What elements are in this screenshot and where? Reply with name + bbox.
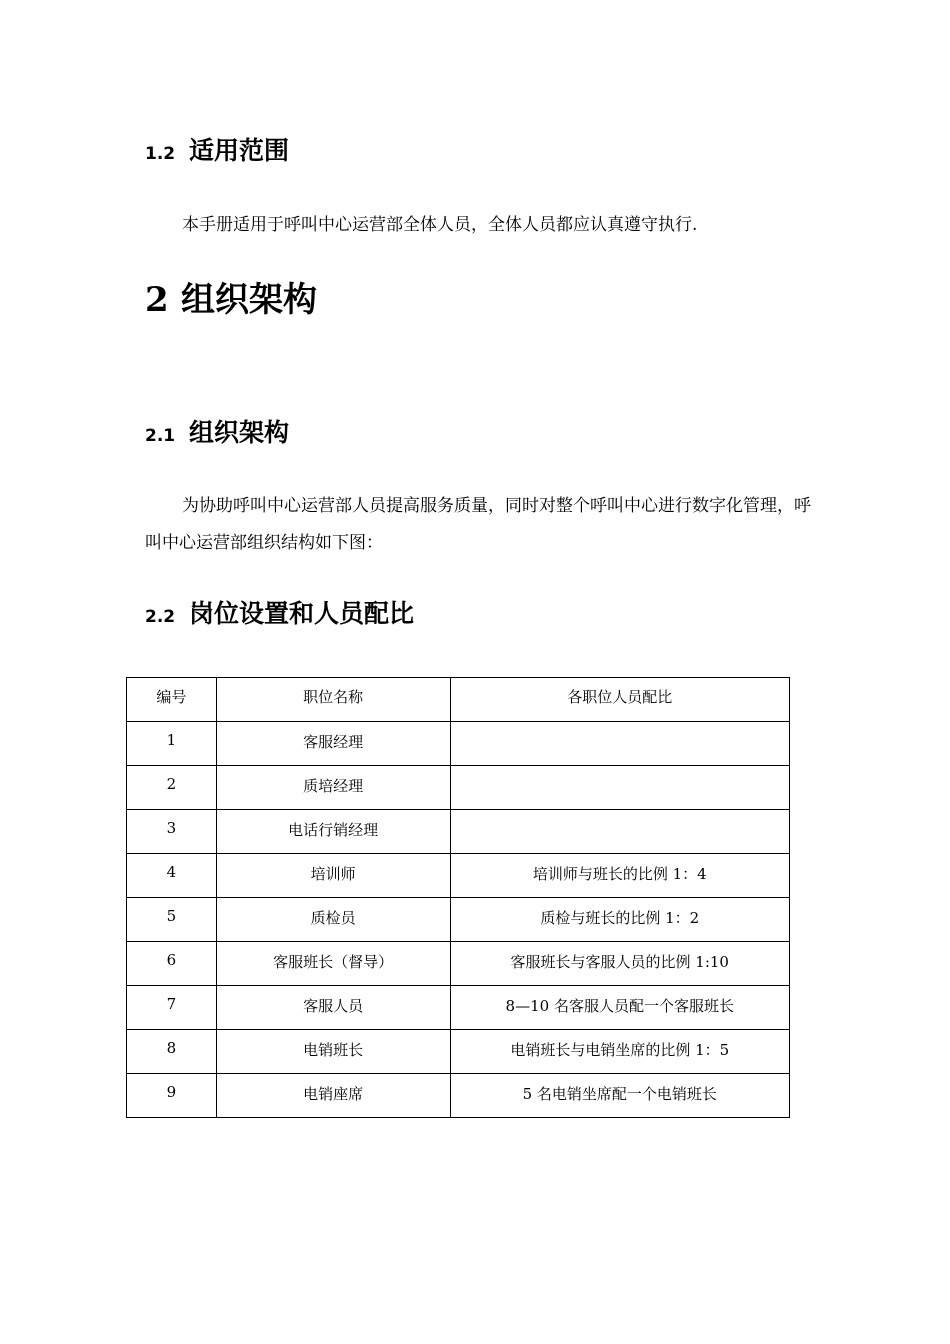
section-number: 1.2 <box>145 144 176 164</box>
table-cell: 质检员 <box>216 898 450 942</box>
section-title: 组织架构 <box>189 418 290 447</box>
section-title: 岗位设置和人员配比 <box>189 599 415 628</box>
header-cell: 职位名称 <box>216 678 450 722</box>
table-cell: 电销班长 <box>216 1030 450 1074</box>
table-row <box>127 766 790 810</box>
table-cell: 8 <box>127 1030 217 1074</box>
table-cell: 7 <box>127 986 217 1030</box>
section-2-1-paragraph: 为协助呼叫中心运营部人员提高服务质量，同时对整个呼叫中心进行数字化管理，呼叫中心运营部组织结构如下图： <box>145 496 811 553</box>
chapter-2-heading <box>145 278 317 322</box>
section-1-2-heading <box>145 136 289 169</box>
table-cell: 客服班长与客服人员的比例 1:10 <box>450 942 790 986</box>
table-cell: 电销班长与电销坐席的比例 1：5 <box>450 1030 790 1074</box>
table-cell: 客服人员 <box>216 986 450 1030</box>
chapter-title: 组织架构 <box>181 280 317 320</box>
section-number: 2.1 <box>145 426 176 446</box>
table-row <box>127 1074 790 1118</box>
table-row <box>127 986 790 1030</box>
table-cell: 电话行销经理 <box>216 810 450 854</box>
table-cell <box>450 766 790 810</box>
table-cell <box>450 722 790 766</box>
table-cell: 3 <box>127 810 217 854</box>
section-title: 适用范围 <box>189 136 290 165</box>
staffing-ratio-table <box>126 677 790 1118</box>
table-cell: 客服班长（督导） <box>216 942 450 986</box>
table-row <box>127 898 790 942</box>
table-cell: 1 <box>127 722 217 766</box>
table-cell: 5 <box>127 898 217 942</box>
table-header-row <box>127 678 790 722</box>
section-1-2-paragraph: 本手册适用于呼叫中心运营部全体人员，全体人员都应认真遵守执行. <box>182 215 698 235</box>
header-cell: 编号 <box>127 678 217 722</box>
table-cell: 5 名电销坐席配一个电销班长 <box>450 1074 790 1118</box>
table-cell: 8—10 名客服人员配一个客服班长 <box>450 986 790 1030</box>
section-2-1-heading <box>145 418 289 451</box>
table-cell: 培训师与班长的比例 1：4 <box>450 854 790 898</box>
table-cell: 9 <box>127 1074 217 1118</box>
table-cell: 培训师 <box>216 854 450 898</box>
table-cell: 质培经理 <box>216 766 450 810</box>
header-cell: 各职位人员配比 <box>450 678 790 722</box>
table-cell: 6 <box>127 942 217 986</box>
table-cell: 质检与班长的比例 1：2 <box>450 898 790 942</box>
table-cell: 4 <box>127 854 217 898</box>
table-row <box>127 810 790 854</box>
table-row <box>127 722 790 766</box>
table-row <box>127 942 790 986</box>
table-cell: 电销座席 <box>216 1074 450 1118</box>
table-cell: 2 <box>127 766 217 810</box>
table-row <box>127 1030 790 1074</box>
table-cell <box>450 810 790 854</box>
table-cell: 客服经理 <box>216 722 450 766</box>
chapter-number: 2 <box>145 280 169 320</box>
section-2-2-heading <box>145 599 414 632</box>
section-number: 2.2 <box>145 607 176 627</box>
table-row <box>127 854 790 898</box>
